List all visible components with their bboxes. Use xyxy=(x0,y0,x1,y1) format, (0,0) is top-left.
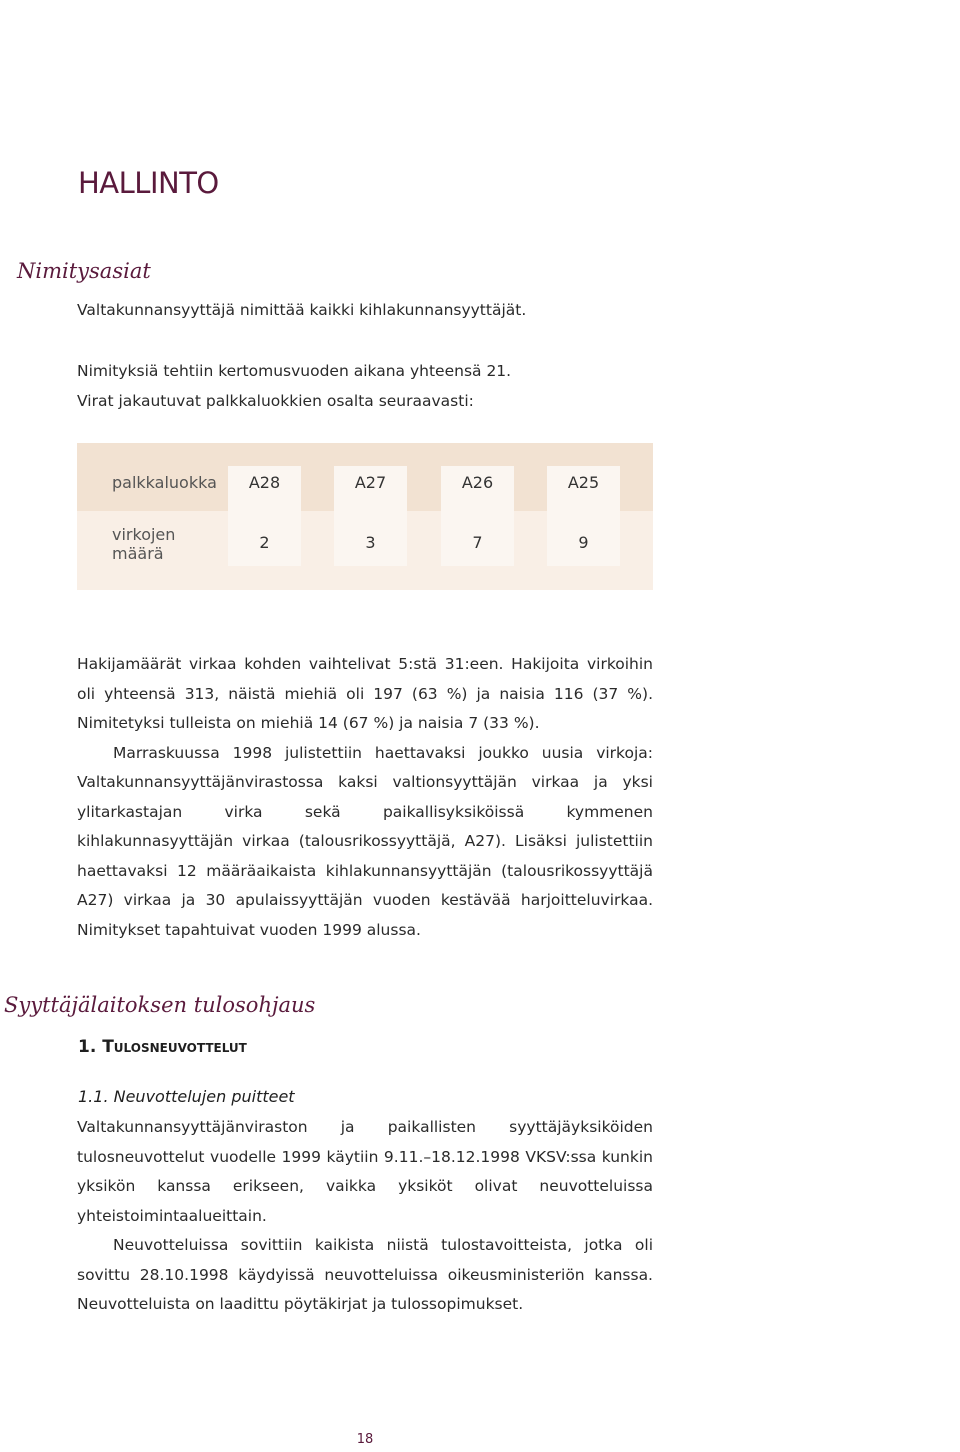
salary-class-table xyxy=(77,443,653,590)
row-label-maara: määrä xyxy=(112,544,164,563)
table-header-cell: A27 xyxy=(354,473,387,492)
table-value-cell: 2 xyxy=(259,533,270,552)
paragraph-salary-distribution-intro: Virat jakautuvat palkkaluokkien osalta seuraavasti: xyxy=(77,392,474,410)
section-heading-nimitysasiat: Nimitysasiat xyxy=(17,259,151,283)
subheading-neuvottelujen-puitteet: 1.1. Neuvottelujen puitteet xyxy=(78,1087,295,1106)
table-header-cell: A26 xyxy=(461,473,494,492)
row-label-virkojen: virkojen xyxy=(112,525,176,544)
paragraph-agreements: Neuvotteluissa sovittiin kaikista niistä tulostavoitteista, jotka oli sovittu 28.10.1998 käydyissä neuvotteluissa oikeusministeriön kanssa. Neuvotteluista on laadittu pöytäkirjat ja tulossopimukset. xyxy=(77,1236,653,1313)
table-value-cell: 9 xyxy=(578,533,589,552)
table-header-cell: A25 xyxy=(567,473,600,492)
paragraph-appointments-count: Nimityksiä tehtiin kertomusvuoden aikana yhteensä 21. xyxy=(77,362,512,380)
negotiations-text-block xyxy=(77,1113,653,1320)
paragraph-appointments-authority: Valtakunnansyyttäjä nimittää kaikki kihlakunnansyyttäjät. xyxy=(77,301,527,319)
row-label-palkkaluokka: palkkaluokka xyxy=(112,473,217,492)
page-title: HALLINTO xyxy=(78,166,219,200)
paragraph-applicants: Hakijamäärät virkaa kohden vaihtelivat 5:stä 31:een. Hakijoita virkoihin oli yhteensä 313, näistä miehiä oli 197 (63 %) ja naisia 116 (37 %). Nimitetyksi tulleista on miehiä 14 (67 %) ja naisia 7 (33 %). xyxy=(77,655,653,732)
table-header-cell: A28 xyxy=(248,473,281,492)
table-value-cell: 3 xyxy=(365,533,376,552)
section-heading-tulosohjaus: Syyttäjälaitoksen tulosohjaus xyxy=(4,993,316,1017)
subheading-tulosneuvottelut: 1. Tulosneuvottelut xyxy=(78,1037,247,1057)
paragraph-negotiations: Valtakunnansyyttäjänviraston ja paikallisten syyttäjäyksiköiden tulosneuvottelut vuodelle 1999 käytiin 9.11.–18.12.1998 VKSV:ssa kunkin yksikön kanssa erikseen, vaikka yksiköt olivat neuvotteluissa yhteistoimintaalueittain. xyxy=(77,1118,653,1225)
page-number: 18 xyxy=(356,1432,374,1447)
applicants-text-block xyxy=(77,650,653,945)
paragraph-new-positions: Marraskuussa 1998 julistettiin haettavaksi joukko uusia virkoja: Valtakunnansyyttäjänvirastossa kaksi valtionsyyttäjän virkaa ja yksi ylitarkastajan virka sekä paikallisyksiköissä kymmenen kihlakunnasyyttäjän virkaa (talousrikossyyttäjä, A27). Lisäksi julistettiin haettavaksi 12 määräaikaista kihlakunnansyyttäjän (talousrikossyyttäjä A27) virkaa ja 30 apulaissyyttäjän vuoden kestävää harjoitteluvirkaa. Nimitykset tapahtuivat vuoden 1999 alussa. xyxy=(77,743,653,939)
table-value-cell: 7 xyxy=(472,533,483,552)
